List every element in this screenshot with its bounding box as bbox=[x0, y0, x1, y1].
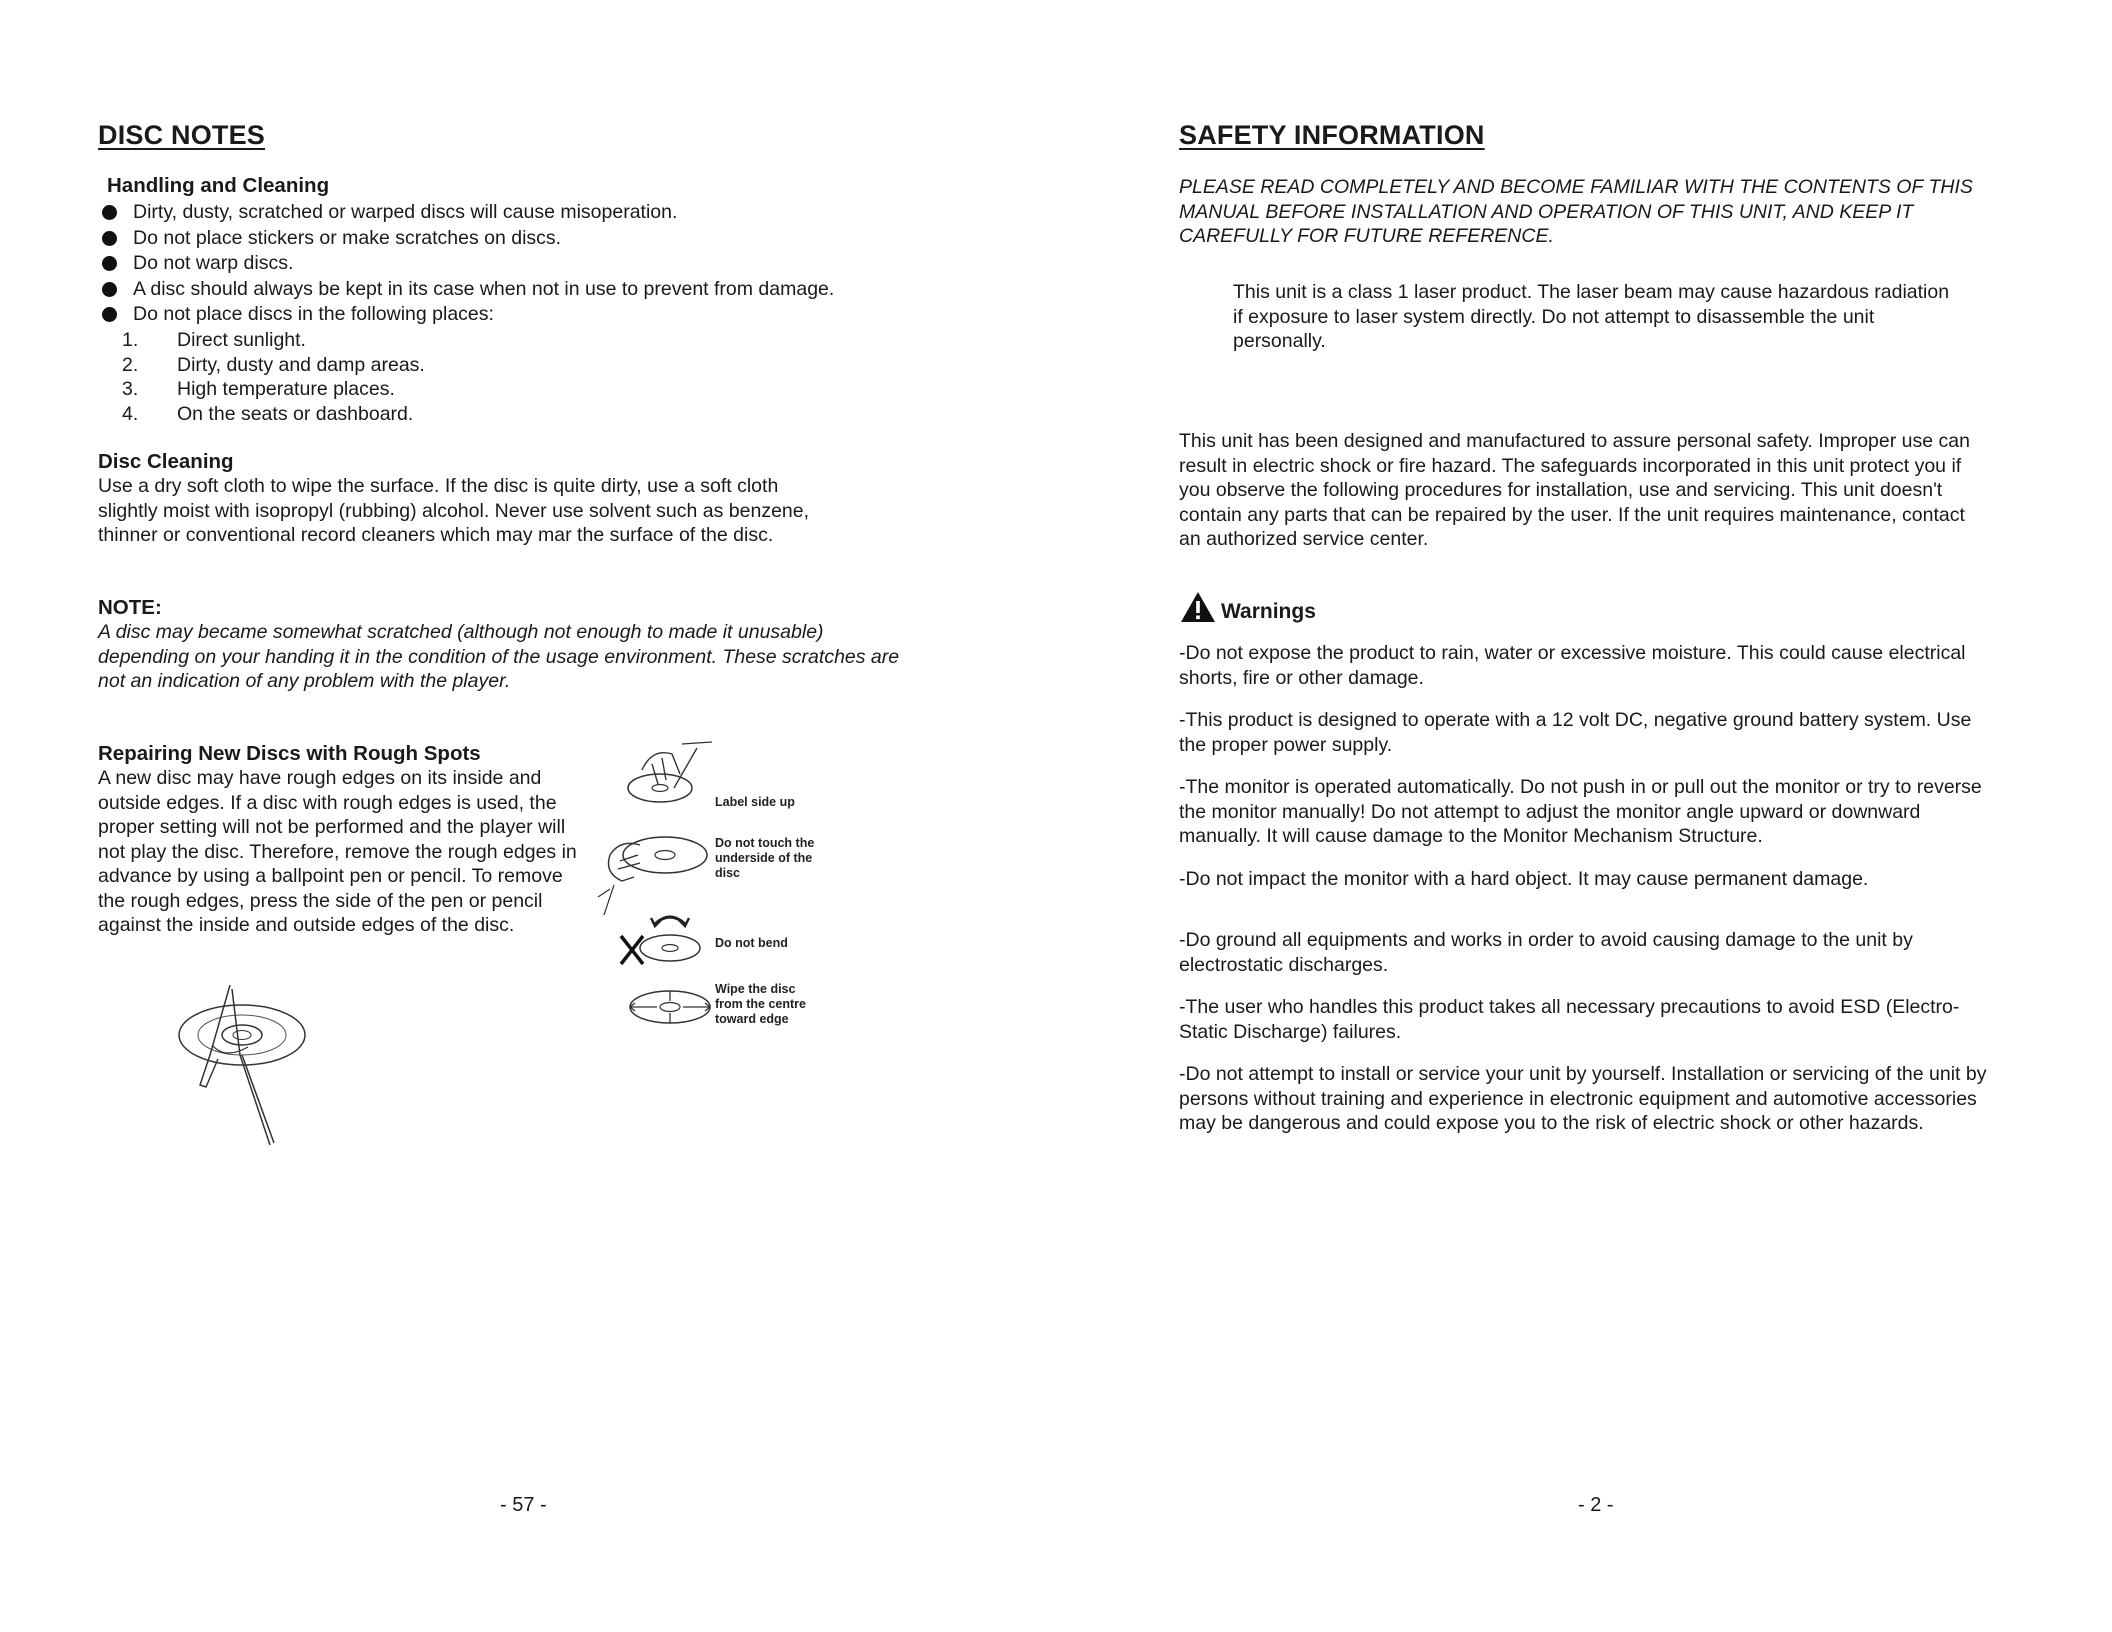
page-number: - 2 - bbox=[1578, 1494, 1614, 1516]
warnings-heading: Warnings bbox=[1221, 600, 1316, 623]
list-text: Direct sunlight. bbox=[177, 329, 306, 351]
page-number: - 57 - bbox=[500, 1494, 547, 1516]
warning-item: -Do not expose the product to rain, water or excessive moisture. This could cause electrical shorts, fire or other damage. bbox=[1179, 642, 1966, 689]
repairing-text: A new disc may have rough edges on its inside and outside edges. If a disc with rough edges is used, the proper setting will not be performed and the player will not play the disc. Therefore, remove the rough edges in advance by using a ballpoint pen or pencil. To remove the rough edges, press the side of the pen or pencil against the inside and outside edges of the disc. bbox=[98, 767, 577, 936]
do-not-touch-caption: Do not touch the underside of the disc bbox=[715, 836, 815, 880]
list-item bbox=[98, 328, 598, 353]
warning-item: -Do ground all equipments and works in order to avoid causing damage to the unit by electrostatic discharges. bbox=[1179, 929, 1913, 976]
places-list bbox=[98, 328, 598, 426]
wipe-disc-caption: Wipe the disc from the centre toward edge bbox=[715, 982, 806, 1026]
warning-triangle-icon bbox=[1179, 590, 1217, 624]
list-text: Dirty, dusty and damp areas. bbox=[177, 353, 425, 376]
note-heading: NOTE: bbox=[98, 596, 162, 619]
do-not-bend-caption: Do not bend bbox=[715, 936, 788, 950]
list-item: Do not place stickers or make scratches on discs. bbox=[99, 226, 959, 252]
page-title-safety-information: SAFETY INFORMATION bbox=[1179, 120, 1485, 150]
pen-on-disc-illustration bbox=[170, 985, 320, 1155]
list-item: Do not warp discs. bbox=[99, 251, 959, 277]
warning-item: -The user who handles this product takes all necessary precautions to avoid ESD (Electro-Static Discharge) failures. bbox=[1179, 996, 1960, 1043]
warnings-header bbox=[1179, 590, 1316, 624]
list-text: On the seats or dashboard. bbox=[177, 402, 414, 425]
list-number: 2. bbox=[122, 353, 139, 376]
right-page bbox=[1056, 0, 2112, 1632]
note-text: A disc may became somewhat scratched (although not enough to made it unusable) depending on your handing it in the condition of the usage environment. These scratches are not an indication of any problem with the player. bbox=[98, 621, 900, 692]
list-item: Do not place discs in the following places: bbox=[99, 302, 959, 328]
list-number: 3. bbox=[122, 378, 139, 400]
list-item bbox=[98, 353, 598, 378]
label-side-up-illustration bbox=[622, 740, 712, 812]
warning-item: -This product is designed to operate with a 12 volt DC, negative ground battery system. Use the proper power supply. bbox=[1179, 709, 1972, 756]
laser-text: This unit is a class 1 laser product. The laser beam may cause hazardous radiation if exposure to laser system directly. Do not attempt to disassemble the unit personally. bbox=[1233, 281, 1950, 352]
list-item: A disc should always be kept in its case when not in use to prevent from damage. bbox=[99, 277, 959, 303]
repairing-heading: Repairing New Discs with Rough Spots bbox=[98, 742, 481, 765]
disc-cleaning-text: Use a dry soft cloth to wipe the surface. If the disc is quite dirty, use a soft cloth slightly moist with isopropyl (rubbing) alcohol. Never use solvent such as benzene, thinner or conventional record cleaners which may mar the surface of the disc. bbox=[98, 475, 810, 546]
list-number: 1. bbox=[122, 329, 139, 351]
warning-item: -The monitor is operated automatically. Do not push in or pull out the monitor or try to reverse the monitor manually! Do not attempt to adjust the monitor angle upward or downward manually. It will cause damage to the Monitor Mechanism Structure. bbox=[1179, 776, 1982, 847]
do-not-touch-illustration bbox=[590, 825, 710, 915]
do-not-bend-illustration bbox=[615, 908, 715, 970]
warning-item: -Do not attempt to install or service your unit by yourself. Installation or servicing of the unit by persons without training and experience in electronic equipment and automotive accessories may be dangerous and could expose you to the risk of electric shock or other hazards. bbox=[1179, 1063, 1987, 1134]
handling-heading: Handling and Cleaning bbox=[107, 174, 330, 197]
list-item bbox=[98, 402, 598, 427]
label-side-up-caption: Label side up bbox=[715, 795, 795, 809]
handling-bullet-list bbox=[99, 200, 959, 328]
warning-item: -Do not impact the monitor with a hard object. It may cause permanent damage. bbox=[1179, 867, 1869, 890]
intro-text: PLEASE READ COMPLETELY AND BECOME FAMILIAR WITH THE CONTENTS OF THIS MANUAL BEFORE INSTALLATION AND OPERATION OF THIS UNIT, AND KEEP IT CAREFULLY FOR FUTURE REFERENCE. bbox=[1179, 176, 1973, 247]
disc-cleaning-heading: Disc Cleaning bbox=[98, 450, 234, 473]
warnings-list bbox=[1179, 641, 1989, 1136]
design-text: This unit has been designed and manufactured to assure personal safety. Improper use can result in electric shock or fire hazard. The safeguards incorporated in this unit protect you if you observe the following procedures for installation, use and servicing. This unit doesn't contain any parts that can be repaired by the user. If the unit requires maintenance, contact an authorized service center. bbox=[1179, 430, 1970, 550]
wipe-disc-illustration bbox=[625, 985, 715, 1030]
list-number: 4. bbox=[122, 402, 139, 425]
page-title-disc-notes: DISC NOTES bbox=[98, 120, 266, 150]
list-item bbox=[98, 377, 598, 402]
list-text: High temperature places. bbox=[177, 378, 395, 400]
list-item: Dirty, dusty, scratched or warped discs will cause misoperation. bbox=[99, 200, 959, 226]
